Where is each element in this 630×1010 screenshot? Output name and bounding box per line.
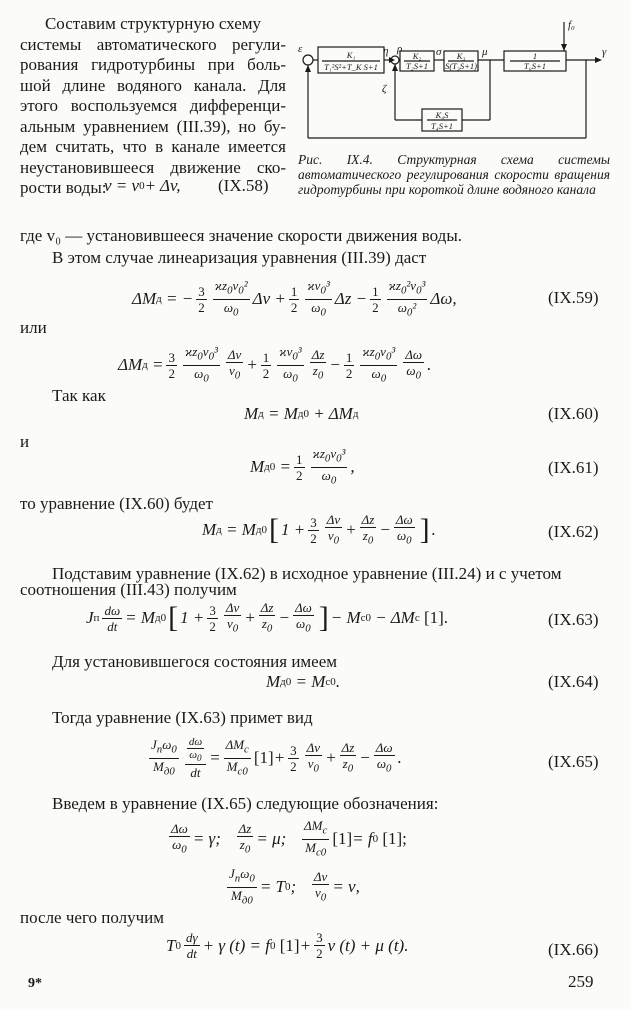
block-2-num: K₂	[412, 51, 422, 61]
eq58-lhs: v = v	[104, 176, 140, 195]
signal-eta: η	[383, 45, 389, 57]
equation-ix60: M д = M д0 + ΔM д (IX.60)	[244, 404, 599, 423]
intro-line: системы автоматического регули-	[20, 34, 286, 54]
intro-line: неустановившееся движение ско-	[20, 157, 286, 177]
intro-line: Составим структурную схему	[44, 14, 262, 33]
signal-rho: ρ	[397, 43, 403, 55]
eq60-label: (IX.60)	[548, 404, 599, 423]
intro-paragraph	[20, 14, 286, 199]
signal-epsilon: ε	[298, 43, 303, 55]
block-3-num: K₃	[456, 51, 466, 61]
equation-ix64: M д0 = M с0 . (IX.64)	[266, 672, 599, 691]
notation-1: $\frac{\Delta\omega}{\omega_0}$ = γ; $\frac{\Delta z}{z_0}$ = μ; $\frac{\Delta M_с}{M_{с0}}$ [1] = f 0 [1];	[171, 818, 407, 859]
or-line: или	[20, 318, 47, 337]
eq61-label: (IX.61)	[548, 458, 599, 477]
then2-line: Тогда уравнение (IX.63) примет вид	[52, 708, 313, 727]
equation-ix65: $\frac{J_п\omega_0}{M_{д0}}$ $\frac{\frac{d\omega}{\omega_0}}{dt}$ = $\frac{\Delta M_с}{M_{с0}}$ [1] + $\frac{3}{2}$ $\frac{\Delta v}{v_0}$ + $\frac{\Delta z}{z_0}$ − $\frac{\Delta\omega}{\omega_0}$ . (IX.65)	[151, 736, 599, 781]
signal-mu: μ	[482, 46, 488, 58]
eq65-label: (IX.65)	[548, 752, 599, 771]
block-4-den: T₀S+1	[524, 61, 546, 71]
equation-ix66: T 0 $\frac{d\gamma}{dt}$ + γ (t) = f 0 [1] + $\frac{3}{2}$ ν (t) + μ (t). (IX.66)	[166, 930, 599, 961]
eq62-label: (IX.62)	[548, 522, 599, 541]
steady-line: Для установившегося состояния имеем	[52, 652, 338, 671]
block-1-den: T₁²S²+T_K S+1	[324, 62, 378, 72]
intro-line: шой длине водяного канала. Для	[20, 75, 286, 95]
subst-line-2: соотношения (III.43) получим	[20, 580, 237, 599]
then-line: то уравнение (IX.60) будет	[20, 494, 213, 513]
block-diagram	[296, 14, 616, 144]
block-4-num: 1	[532, 51, 538, 61]
intro-line: дем считать, что в канале имеется	[20, 137, 286, 156]
signature-mark: 9*	[28, 976, 42, 991]
summing-junction-1	[303, 55, 313, 65]
block-1-num: K₁	[346, 50, 356, 60]
page-number: 259	[568, 972, 594, 991]
eq59-label: (IX.59)	[548, 288, 599, 307]
eq64-label: (IX.64)	[548, 672, 599, 691]
and-line: и	[20, 432, 30, 451]
signal-gamma: γ	[602, 46, 607, 58]
eq66-label: (IX.66)	[548, 940, 599, 959]
intro-line: рования гидротурбины при боль-	[20, 55, 286, 74]
intro-line: рости воды:	[20, 178, 107, 197]
equation-ix59: ΔM д = − $\frac{3}{2}$ $\frac{ϰz_0v_0^2}{\omega_0}$ Δv + $\frac{1}{2}$ $\frac{ϰv_0^3}{\omega_0}$ Δz − $\frac{1}{2}$ $\frac{ϰz_0^2v_0^3}{\omega_0^2}$ Δω, (IX.59)	[132, 278, 599, 319]
after-line: после чего получим	[20, 908, 165, 927]
figure-caption: Рис. IX.4. Структурная схема системы автоматического регулирования скорости вращения гидротурбины при короткой длине водяного канала	[298, 152, 610, 197]
eq58-rhs: + Δv,	[144, 176, 181, 195]
equation-ix61: M д0 = $\frac{1}{2}$ $\frac{ϰz_0v_0^3}{\omega_0}$ , (IX.61)	[250, 446, 599, 487]
intro-line: альным уравнением (III.39), но бу-	[20, 116, 286, 136]
equation-ix58: v = v 0 + Δv, (IX.58)	[104, 176, 269, 195]
feedback-num: K₄S	[435, 110, 449, 120]
equation-unnumbered: ΔM д = $\frac{3}{2}$ $\frac{ϰz_0v_0^3}{\omega_0}$ $\frac{\Delta v}{v_0}$ + $\frac{1}{2}$ $\frac{ϰv_0^3}{\omega_0}$ $\frac{\Delta z}{z_0}$ − $\frac{1}{2}$ $\frac{ϰz_0v_0^3}{\omega_0}$ $\frac{\Delta\omega}{\omega_0}$ .	[118, 344, 432, 385]
signal-f0: f₀	[568, 19, 575, 31]
eq58-label: (IX.58)	[218, 176, 269, 195]
intro-line: этого воспользуемся дифференци-	[20, 96, 286, 115]
block-3-den: S(T₃S+1)	[445, 61, 477, 71]
equation-ix63: J п $\frac{d\omega}{dt}$ = M д0 [ 1 + $\frac{3}{2}$ $\frac{\Delta v}{v_0}$ + $\frac{\Delta z}{z_0}$ − $\frac{\Delta\omega}{\omega_0}$ ] − M с0 − ΔM с [1]. (IX.63)	[86, 600, 599, 635]
feedback-den: T₄S+1	[431, 121, 453, 131]
subst-line-1: Подставим уравнение (IX.62) в исходное уравнение (III.24) и с учетом	[52, 564, 562, 583]
block-2-den: T₂S+1	[406, 61, 428, 71]
equation-ix62: M д = M д0 [ 1 + $\frac{3}{2}$ $\frac{\Delta v}{v_0}$ + $\frac{\Delta z}{z_0}$ − $\frac{\Delta\omega}{\omega_0}$ ] . (IX.62)	[202, 512, 599, 547]
introduce-line: Введем в уравнение (IX.65) следующие обозначения:	[52, 794, 439, 813]
signal-sigma: σ	[436, 46, 442, 58]
eq63-label: (IX.63)	[548, 610, 599, 629]
notation-2: $\frac{J_п\omega_0}{M_{д0}}$ = T 0 ; $\frac{\Delta v}{v_0}$ = ν,	[229, 866, 360, 907]
where-line: где v₀ — установившееся значение скорости движения воды.	[20, 226, 462, 245]
signal-zeta: ζ	[382, 83, 387, 95]
case-line: В этом случае линеаризация уравнения (III.39) даст	[52, 248, 427, 267]
since-line: Так как	[52, 386, 106, 405]
